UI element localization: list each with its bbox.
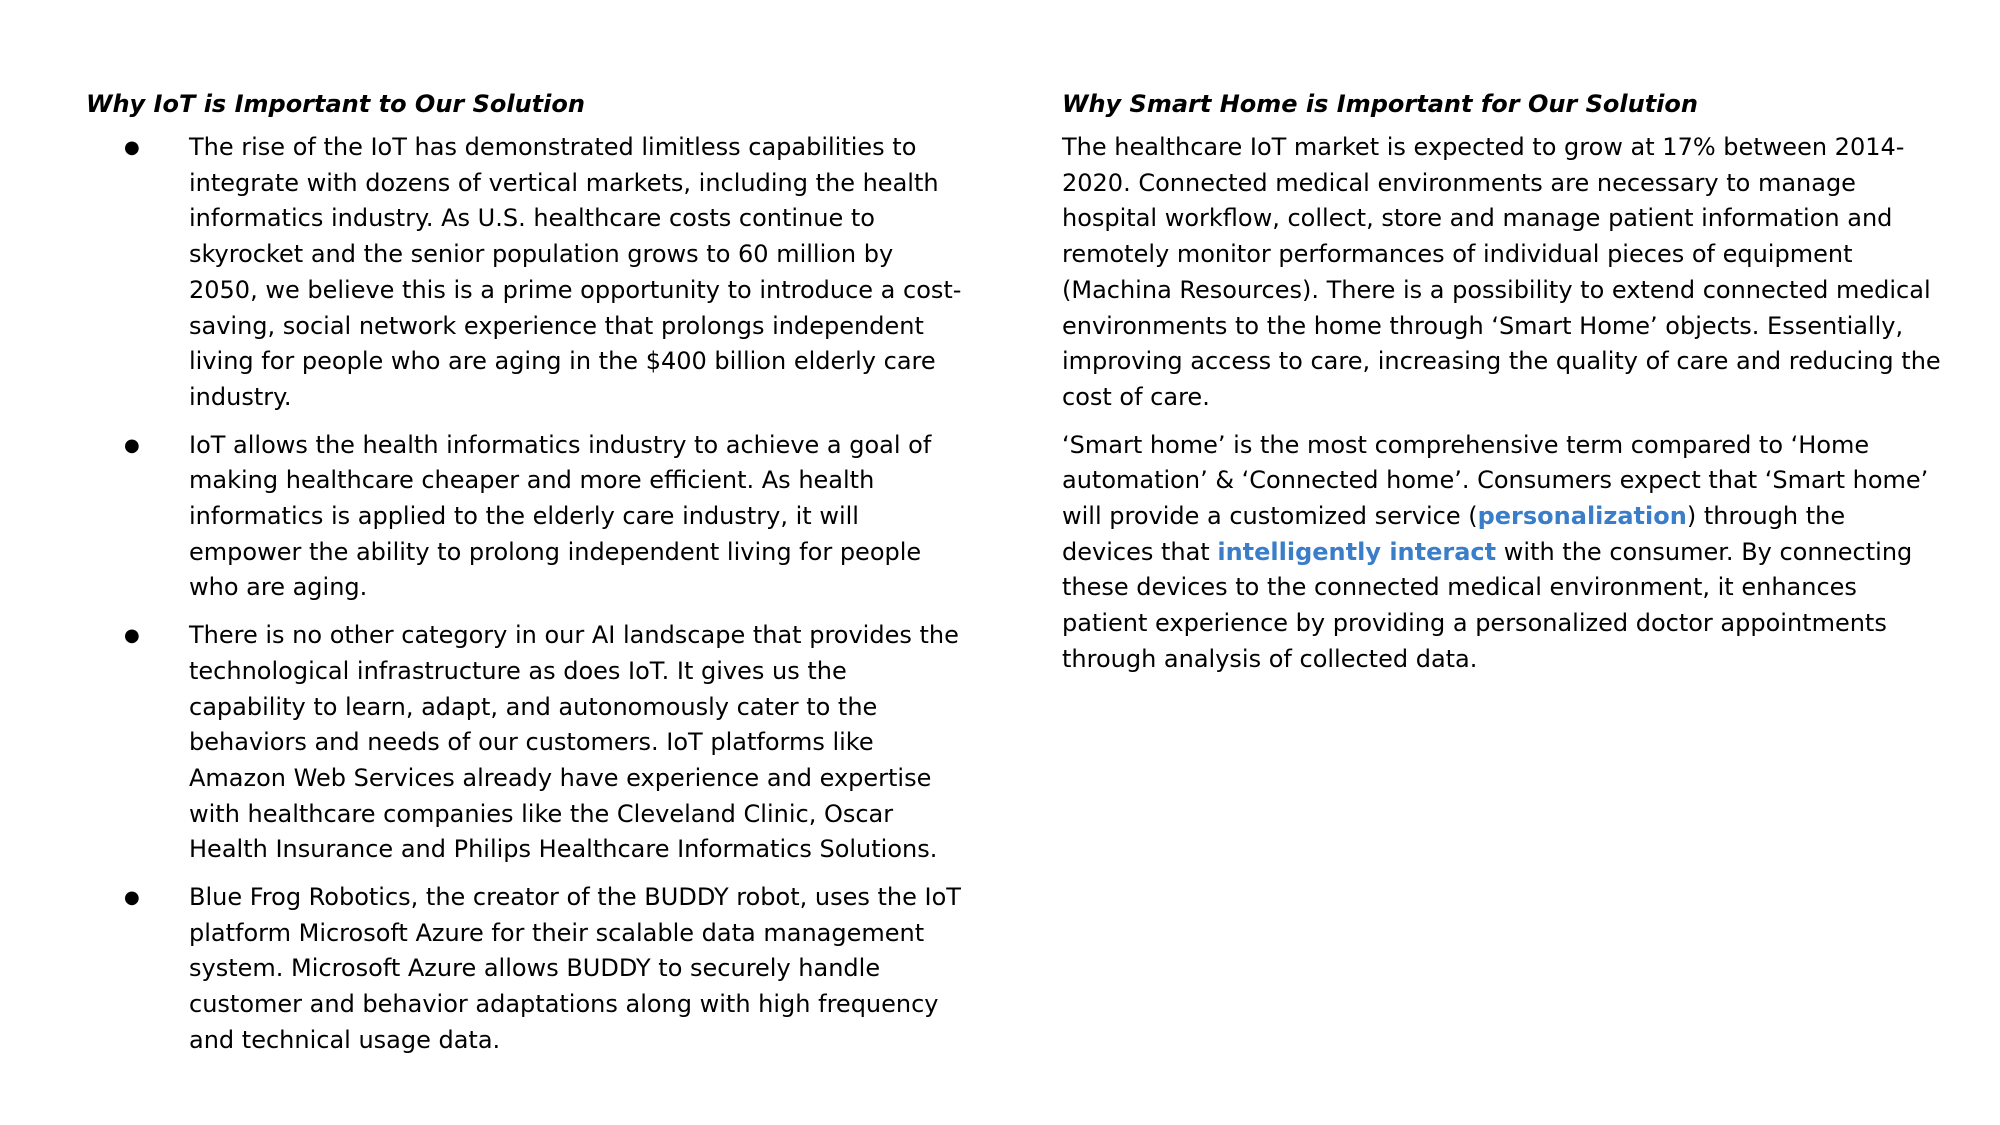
right-heading: Why Smart Home is Important for Our Solution bbox=[1062, 90, 1698, 118]
smart-home-paragraph-2 bbox=[1062, 428, 1942, 678]
highlight-intelligently-interact: intelligently interact bbox=[1217, 537, 1497, 566]
list-item bbox=[86, 130, 966, 416]
bullet-icon: ● bbox=[124, 434, 140, 456]
bullet-text: IoT allows the health informatics industry to achieve a goal of making healthcare cheaper and more efficient. As health informatics is applied to the elderly care industry, it will empower the ability to prolong independent living for people who are aging. bbox=[189, 430, 932, 602]
bullet-text: There is no other category in our AI landscape that provides the technological infrastructure as does IoT. It gives us the capability to learn, adapt, and autonomously cater to the behaviors and needs of our customers. IoT platforms like Amazon Web Services already have experience and expertise with healthcare companies like the Cleveland Clinic, Oscar Health Insurance and Philips Healthcare Informatics Solutions. bbox=[189, 621, 959, 864]
iot-bullet-list bbox=[86, 130, 966, 1059]
list-item bbox=[86, 428, 966, 607]
bullet-text: The rise of the IoT has demonstrated limitless capabilities to integrate with dozens of vertical markets, including the health informatics industry. As U.S. healthcare costs continue to skyrocket and the senior population grows to 60 million by 2050, we believe this is a prime opportunity to introduce a cost-saving, social network experience that prolongs independent living for people who are aging in the $400 billion elderly care industry. bbox=[189, 133, 962, 411]
bullet-icon: ● bbox=[124, 625, 140, 647]
highlight-personalization: personalization bbox=[1477, 502, 1687, 531]
left-heading: Why IoT is Important to Our Solution bbox=[86, 90, 585, 118]
bullet-text: Blue Frog Robotics, the creator of the BUDDY robot, uses the IoT platform Microsoft Azure for their scalable data management system. Microsoft Azure allows BUDDY to securely handle customer and behavior adaptations along with high frequency and technical usage data. bbox=[189, 883, 961, 1054]
bullet-icon: ● bbox=[124, 887, 140, 909]
para2-text-2: ) through the devices that bbox=[1062, 502, 1846, 566]
bullet-icon: ● bbox=[124, 137, 140, 158]
list-item bbox=[86, 618, 966, 868]
smart-home-paragraph-1: The healthcare IoT market is expected to grow at 17% between 2014-2020. Connected medical environments are necessary to manage hospital workflow, collect, store and manage patient information and remotely monitor performances of individual pieces of equipment (Machina Resources). There is a possibility to extend connected medical environments to the home through ‘Smart Home’ objects. Essentially, improving access to care, increasing the quality of care and reducing the cost of care. bbox=[1062, 133, 1941, 411]
right-column bbox=[1062, 86, 1942, 690]
left-column bbox=[86, 86, 966, 1071]
para2-text-3: with the consumer. By connecting these devices to the connected medical environment, it enhances patient experience by providing a personalized doctor appointments through analysis of collected data. bbox=[1062, 537, 1913, 673]
para2-text-1: ‘Smart home’ is the most comprehensive term compared to ‘Home automation’ & ‘Connected home’. Consumers expect that ‘Smart home’ will provide a customized service ( bbox=[1062, 430, 1929, 531]
list-item bbox=[86, 880, 966, 1059]
